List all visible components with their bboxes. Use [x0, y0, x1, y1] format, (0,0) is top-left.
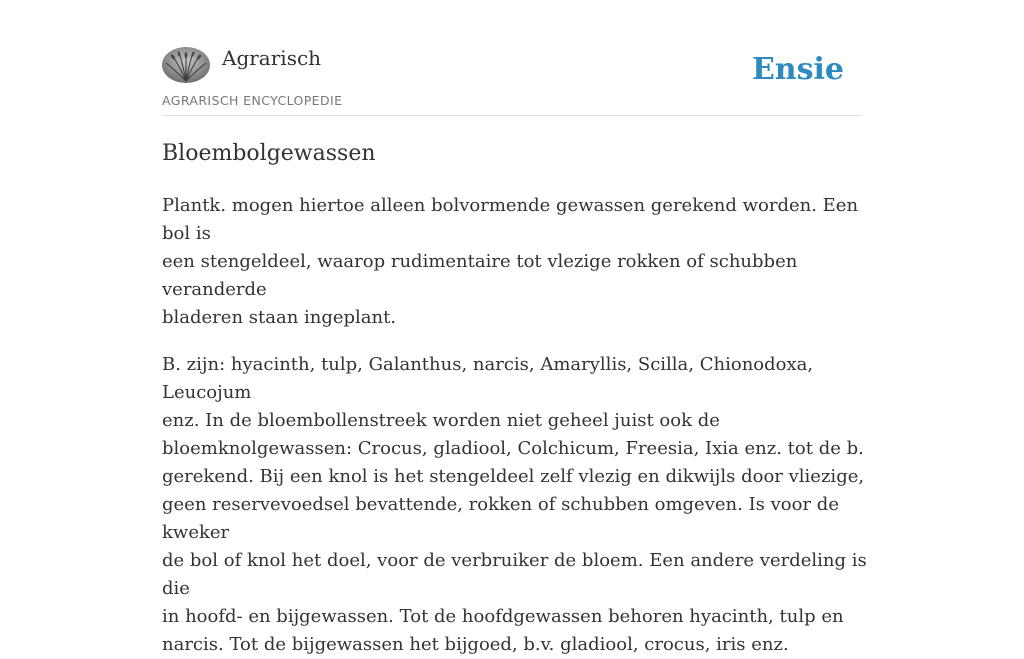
site-subtitle: AGRARISCH ENCYCLOPEDIE: [162, 93, 343, 108]
article: [162, 138, 867, 659]
wheat-logo-icon[interactable]: [162, 47, 210, 83]
brand-logo-link[interactable]: Ensie: [751, 52, 844, 87]
article-paragraph: Plantk. mogen hiertoe alleen bolvormende gewassen gerekend worden. Een bol is een stengeldeel, waarop rudimentaire tot vlezige rokken of schubben veranderde bladeren staan ingeplant.: [162, 195, 859, 328]
wheat-logo-graphic: [162, 47, 210, 83]
site-header: [162, 45, 862, 116]
article-paragraph: B. zijn: hyacinth, tulp, Galanthus, narcis, Amaryllis, Scilla, Chionodoxa, Leucojum enz. In de bloembollenstreek worden niet geheel juist ook de bloemknolgewassen: Crocus, gladiool, Colchicum, Freesia, Ixia enz. tot de b. gerekend. Bij een knol is het stengeldeel zelf vlezig en dikwijls door vliezige, geen reservevoedsel bevattende, rokken of schubben omgeven. Is voor de kweker de bol of knol het doel, voor de verbruiker de bloem. Een andere verdeling is die in hoofd- en bijgewassen. Tot de hoofdgewassen behoren hyacinth, tulp en narcis. Tot de bijgewassen het bijgoed, b.v. gladiool, crocus, iris enz.: [162, 354, 867, 655]
article-title: Bloembolgewassen: [162, 141, 376, 166]
site-name-link[interactable]: Agrarisch: [222, 46, 322, 70]
